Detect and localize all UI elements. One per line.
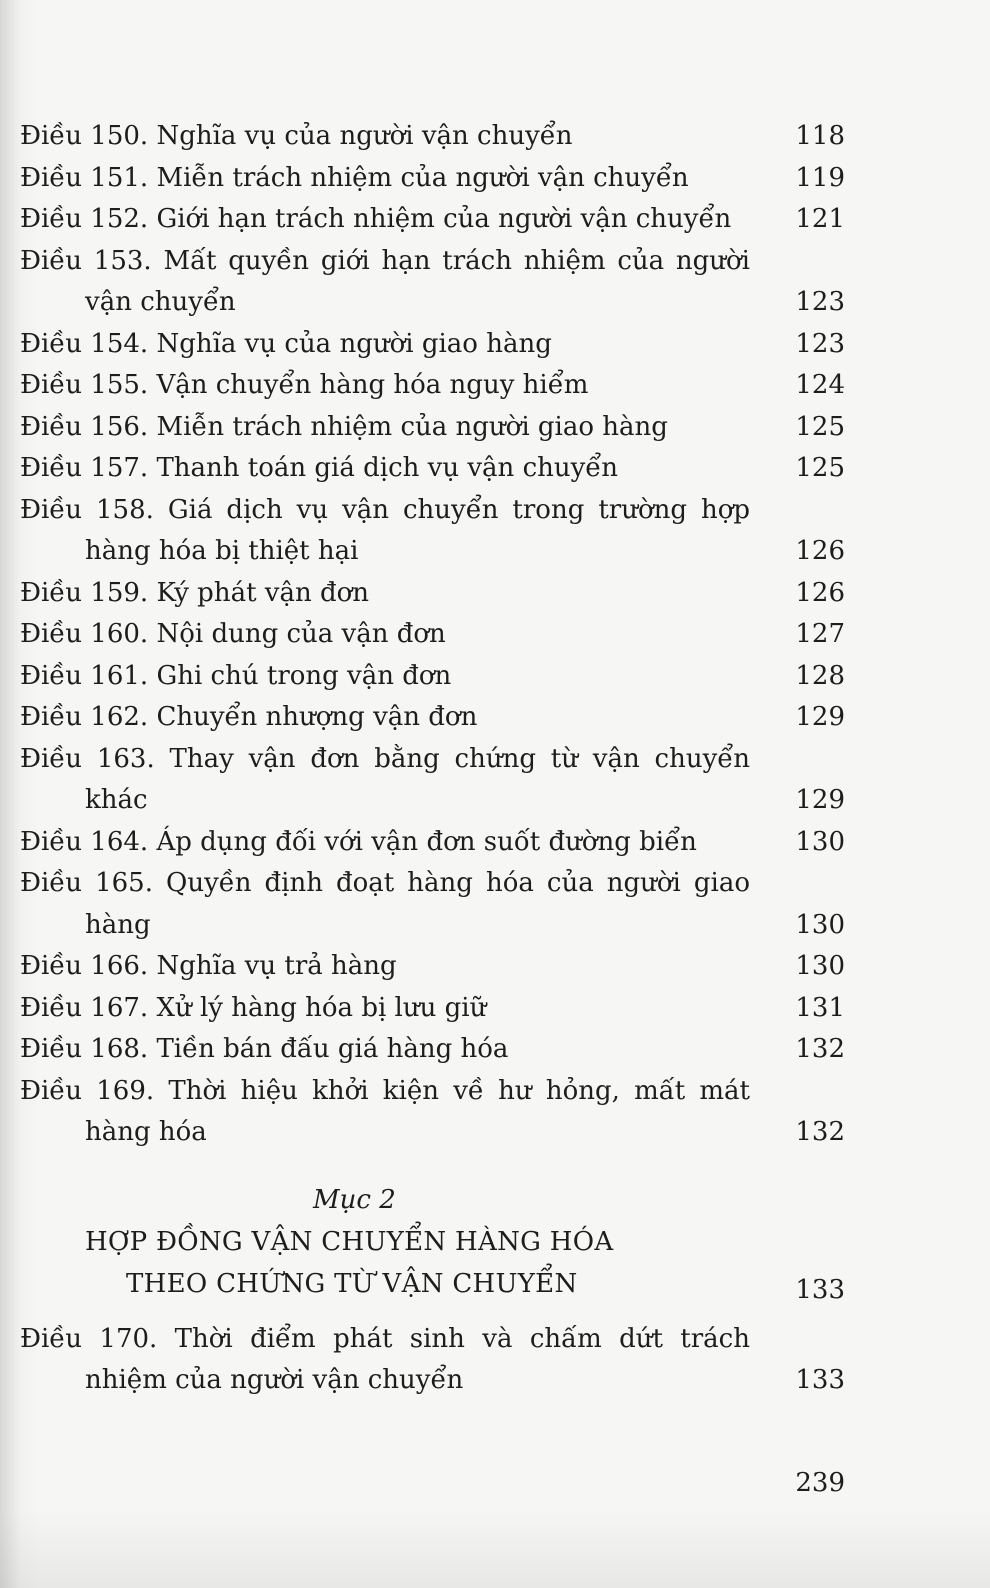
entry-title: Điều 169. Thời hiệu khởi kiện về hư hỏng, mất mát hàng hóa [20,1075,750,1147]
table-of-contents [20,116,845,1402]
entry-title: Điều 156. Miễn trách nhiệm của người giao hàng [20,411,668,442]
entry-title: Điều 162. Chuyển nhượng vận đơn [20,702,478,732]
entry-title: Điều 166. Nghĩa vụ trả hàng [20,951,397,981]
toc-entry [20,863,845,946]
section-page: 133 [795,1274,845,1305]
toc-entry [20,1029,845,1071]
entry-title: Điều 160. Nội dung của vận đơn [20,619,446,649]
entry-page: 118 [795,121,845,151]
entry-title: Điều 154. Nghĩa vụ của người giao hàng [20,328,552,359]
section-heading [20,1179,845,1305]
entry-page: 125 [795,411,845,442]
toc-entry [20,407,845,449]
entry-page: 131 [795,992,845,1023]
toc-entry [20,1319,845,1402]
entry-title: Điều 153. Mất quyền giới hạn trách nhiệm của người vận chuyển [20,245,750,317]
entry-page: 133 [795,1365,845,1395]
section-title-row [20,1263,845,1305]
entry-title: Điều 158. Giá dịch vụ vận chuyển trong trường hợp hàng hóa bị thiệt hại [20,494,750,566]
entry-title: Điều 161. Ghi chú trong vận đơn [20,660,452,691]
toc-entry [20,365,845,407]
section-title-line-2: THEO CHỨNG TỪ VẬN CHUYỂN [126,1268,578,1299]
toc-entry [20,988,845,1030]
toc-entry [20,697,845,739]
entry-title: Điều 155. Vận chuyển hàng hóa nguy hiểm [20,370,589,400]
toc-entry [20,656,845,698]
entry-page: 129 [795,702,845,732]
toc-entry [20,946,845,988]
section-title-line-1: HỢP ĐỒNG VẬN CHUYỂN HÀNG HÓA [85,1226,614,1257]
toc-entry [20,448,845,490]
entry-page: 119 [795,162,845,193]
page-number: 239 [795,1468,845,1498]
entry-page: 127 [795,619,845,649]
toc-entry [20,116,845,158]
entry-page: 123 [795,287,845,317]
entry-title: Điều 168. Tiền bán đấu giá hàng hóa [20,1034,509,1064]
entry-title: Điều 159. Ký phát vận đơn [20,577,370,608]
entry-title: Điều 151. Miễn trách nhiệm của người vận chuyển [20,162,689,193]
toc-entry [20,739,845,822]
entry-page: 130 [795,826,845,857]
toc-entry [20,490,845,573]
entry-title: Điều 167. Xử lý hàng hóa bị lưu giữ [20,992,487,1023]
toc-entry [20,158,845,200]
entry-title: Điều 170. Thời điểm phát sinh và chấm dứt trách nhiệm của người vận chuyển [20,1323,750,1395]
entry-title: Điều 165. Quyền định đoạt hàng hóa của người giao hàng [20,868,750,940]
entry-page: 129 [795,785,845,815]
entry-title: Điều 152. Giới hạn trách nhiệm của người vận chuyển [20,204,732,234]
toc-entry [20,1071,845,1154]
toc-entry [20,614,845,656]
toc-entry [20,822,845,864]
section-label: Mục 2 [313,1184,396,1215]
toc-entry [20,199,845,241]
entry-page: 125 [795,453,845,483]
toc-entry [20,241,845,324]
entry-title: Điều 164. Áp dụng đối với vận đơn suốt đường biển [20,826,697,857]
entry-title: Điều 163. Thay vận đơn bằng chứng từ vận chuyển khác [20,743,750,815]
entry-page: 123 [795,328,845,359]
entry-page: 126 [795,577,845,608]
entry-title: Điều 150. Nghĩa vụ của người vận chuyển [20,121,573,151]
toc-entry [20,573,845,615]
entry-page: 132 [795,1034,845,1064]
entry-page: 130 [795,951,845,981]
toc-entry [20,324,845,366]
entry-page: 124 [795,370,845,400]
entry-title: Điều 157. Thanh toán giá dịch vụ vận chuyển [20,453,619,483]
entry-page: 130 [795,909,845,940]
entry-page: 121 [795,204,845,234]
entry-page: 128 [795,660,845,691]
entry-page: 132 [795,1117,845,1147]
entry-page: 126 [795,536,845,566]
